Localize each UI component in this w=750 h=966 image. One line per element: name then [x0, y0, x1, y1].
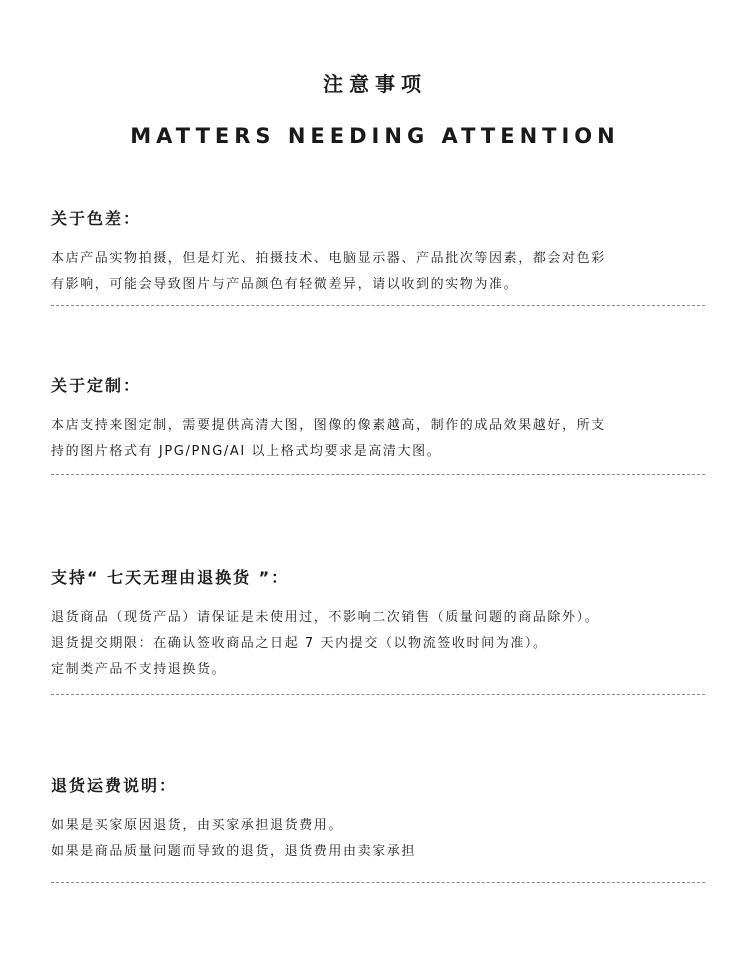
section-color-difference [51, 208, 705, 298]
section-divider [51, 474, 705, 475]
section-line: 如果是商品质量问题而导致的退货，退货费用由卖家承担 [51, 844, 417, 859]
section-line: 退货提交期限：在确认签收商品之日起 7 天内提交（以物流签收时间为准）。 [51, 636, 548, 651]
section-line: 定制类产品不支持退换货。 [51, 662, 227, 677]
section-seven-day-return [51, 567, 705, 683]
section-return-shipping [51, 775, 705, 865]
section-body [51, 813, 705, 865]
section-heading: 支持“ 七天无理由退换货 ”： [51, 568, 290, 587]
section-line: 有影响，可能会导致图片与产品颜色有轻微差异，请以收到的实物为准。 [51, 277, 519, 292]
section-customization [51, 375, 705, 465]
section-divider [51, 694, 705, 695]
section-line: 如果是买家原因退货，由买家承担退货费用。 [51, 818, 344, 833]
section-body [51, 246, 705, 298]
section-heading: 关于定制： [51, 376, 142, 395]
page-subtitle: MATTERS NEEDING ATTENTION [130, 124, 620, 148]
section-heading: 退货运费说明： [51, 776, 178, 795]
section-line: 退货商品（现货产品）请保证是未使用过，不影响二次销售（质量问题的商品除外）。 [51, 610, 600, 625]
section-divider [51, 305, 705, 306]
page-title: 注意事项 [323, 72, 427, 96]
section-heading: 关于色差： [51, 209, 142, 228]
section-line: 持的图片格式有 JPG/PNG/AI 以上格式均要求是高清大图。 [51, 444, 442, 459]
section-body [51, 413, 705, 465]
section-line: 本店支持来图定制，需要提供高清大图，图像的像素越高，制作的成品效果越好，所支 [51, 418, 606, 433]
section-body [51, 605, 705, 683]
section-line: 本店产品实物拍摄，但是灯光、拍摄技术、电脑显示器、产品批次等因素，都会对色彩 [51, 251, 606, 266]
section-divider [51, 882, 705, 883]
